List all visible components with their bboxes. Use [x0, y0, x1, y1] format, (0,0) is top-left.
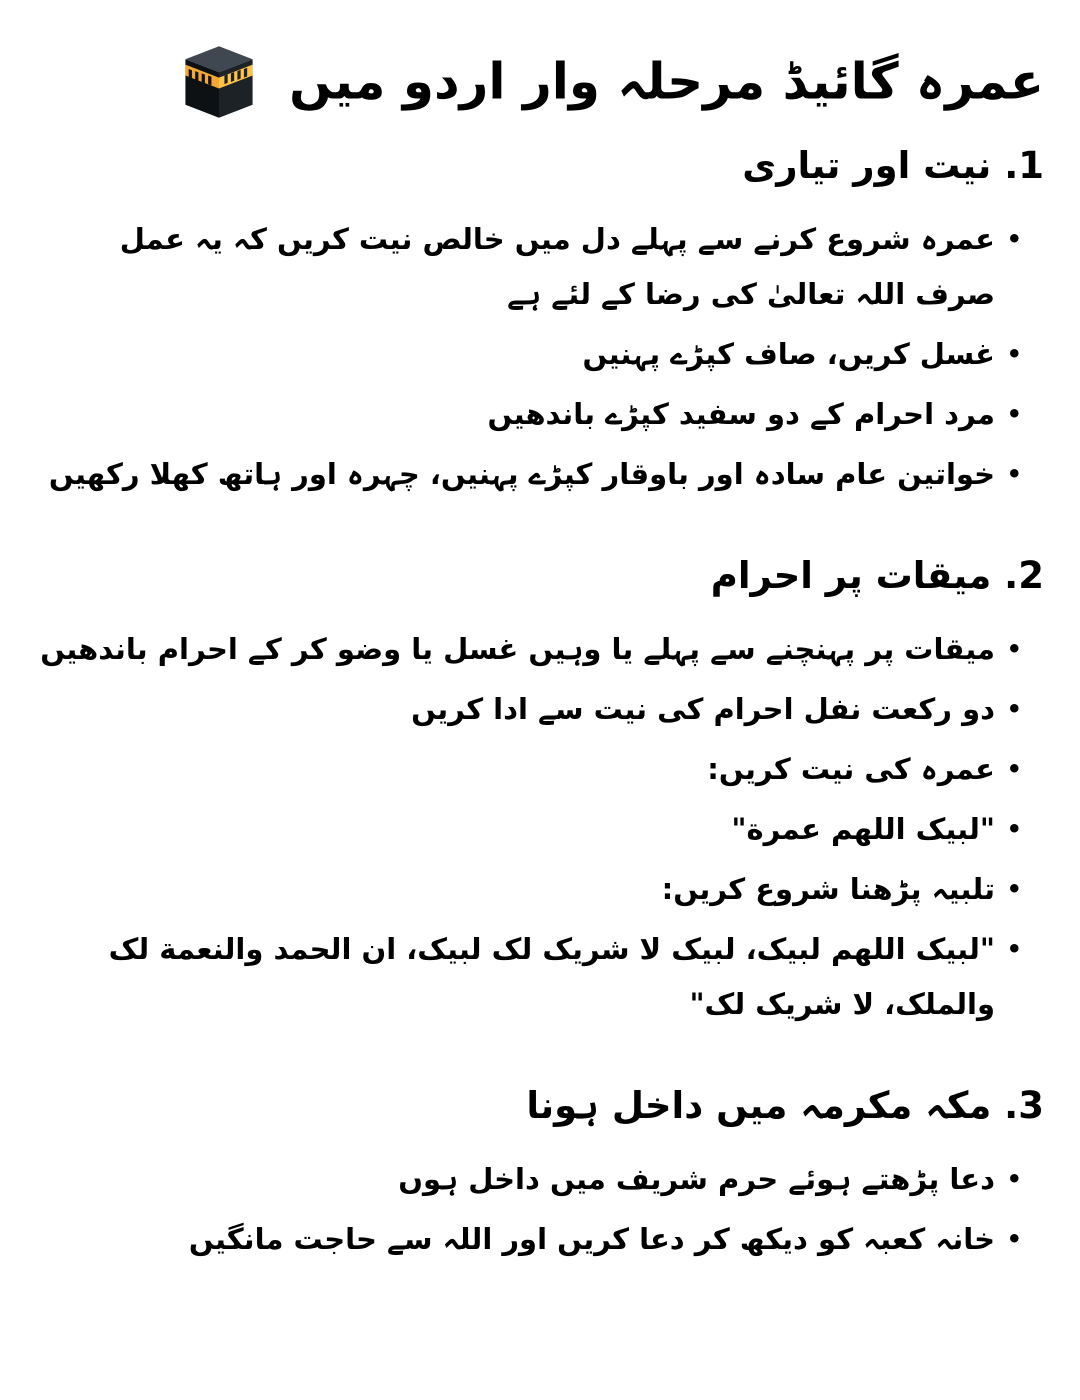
list-item — [36, 922, 1020, 1032]
list-item-text: خانہ کعبہ کو دیکھ کر دعا کریں اور اللہ سے حاجت مانگیں — [188, 1221, 995, 1256]
section-2-list — [36, 622, 1044, 1032]
list-item-text: عمرہ کی نیت کریں: — [707, 751, 995, 786]
list-item-text: غسل کریں، صاف کپڑے پہنیں — [582, 336, 995, 371]
list-item — [36, 327, 1020, 382]
list-item — [36, 802, 1020, 857]
bullet-marker-icon: • — [1006, 339, 1022, 368]
list-item-text: عمرہ شروع کرنے سے پہلے دل میں خالص نیت کریں کہ یہ عمل صرف اللہ تعالیٰ کی رضا کے لئے ہے — [119, 221, 995, 311]
list-item — [36, 682, 1020, 737]
bullet-marker-icon: • — [1006, 399, 1022, 428]
bullet-marker-icon: • — [1006, 754, 1022, 783]
list-item-text: دعا پڑھتے ہوئے حرم شریف میں داخل ہوں — [398, 1161, 995, 1196]
list-item-text: "لبیک اللهم لبیک، لبیک لا شریک لک لبیک، ان الحمد والنعمة لک والملک، لا شریک لک" — [108, 931, 995, 1021]
section-miqat-ihram — [36, 550, 1044, 1032]
page-title — [36, 34, 1044, 126]
bullet-marker-icon: • — [1006, 934, 1022, 963]
kaaba-icon — [180, 43, 258, 121]
page-title-text: عمرہ گائیڈ مرحلہ وار اردو میں — [289, 52, 1044, 111]
section-2-heading: 2. میقات پر احرام — [710, 553, 1044, 597]
list-item-text: مرد احرام کے دو سفید کپڑے باندھیں — [487, 396, 995, 431]
list-item — [36, 742, 1020, 797]
bullet-marker-icon: • — [1006, 459, 1022, 488]
bullet-marker-icon: • — [1006, 694, 1022, 723]
list-item — [36, 447, 1020, 502]
list-item-text: دو رکعت نفل احرام کی نیت سے ادا کریں — [411, 691, 995, 726]
list-item-text: خواتین عام سادہ اور باوقار کپڑے پہنیں، چہرہ اور ہاتھ کھلا رکھیں — [48, 456, 995, 491]
bullet-marker-icon: • — [1006, 874, 1022, 903]
list-item — [36, 862, 1020, 917]
list-item — [36, 1152, 1020, 1207]
bullet-marker-icon: • — [1006, 1224, 1022, 1253]
section-entering-makkah — [36, 1080, 1044, 1267]
bullet-marker-icon: • — [1006, 1164, 1022, 1193]
bullet-marker-icon: • — [1006, 634, 1022, 663]
list-item — [36, 387, 1020, 442]
list-item-text: تلبیہ پڑھنا شروع کریں: — [661, 871, 995, 906]
bullet-marker-icon: • — [1006, 814, 1022, 843]
list-item-text: میقات پر پہنچنے سے پہلے یا وہیں غسل یا وضو کر کے احرام باندھیں — [40, 631, 995, 666]
section-intention-preparation — [36, 140, 1044, 502]
list-item — [36, 212, 1020, 322]
section-3-list — [36, 1152, 1044, 1267]
list-item-text: "لبیک اللهم عمرة" — [731, 811, 995, 846]
bullet-marker-icon: • — [1006, 224, 1022, 253]
section-3-heading: 3. مکہ مکرمہ میں داخل ہونا — [526, 1083, 1044, 1127]
list-item — [36, 1212, 1020, 1267]
list-item — [36, 622, 1020, 677]
section-1-heading: 1. نیت اور تیاری — [742, 143, 1044, 187]
section-1-list — [36, 212, 1044, 502]
